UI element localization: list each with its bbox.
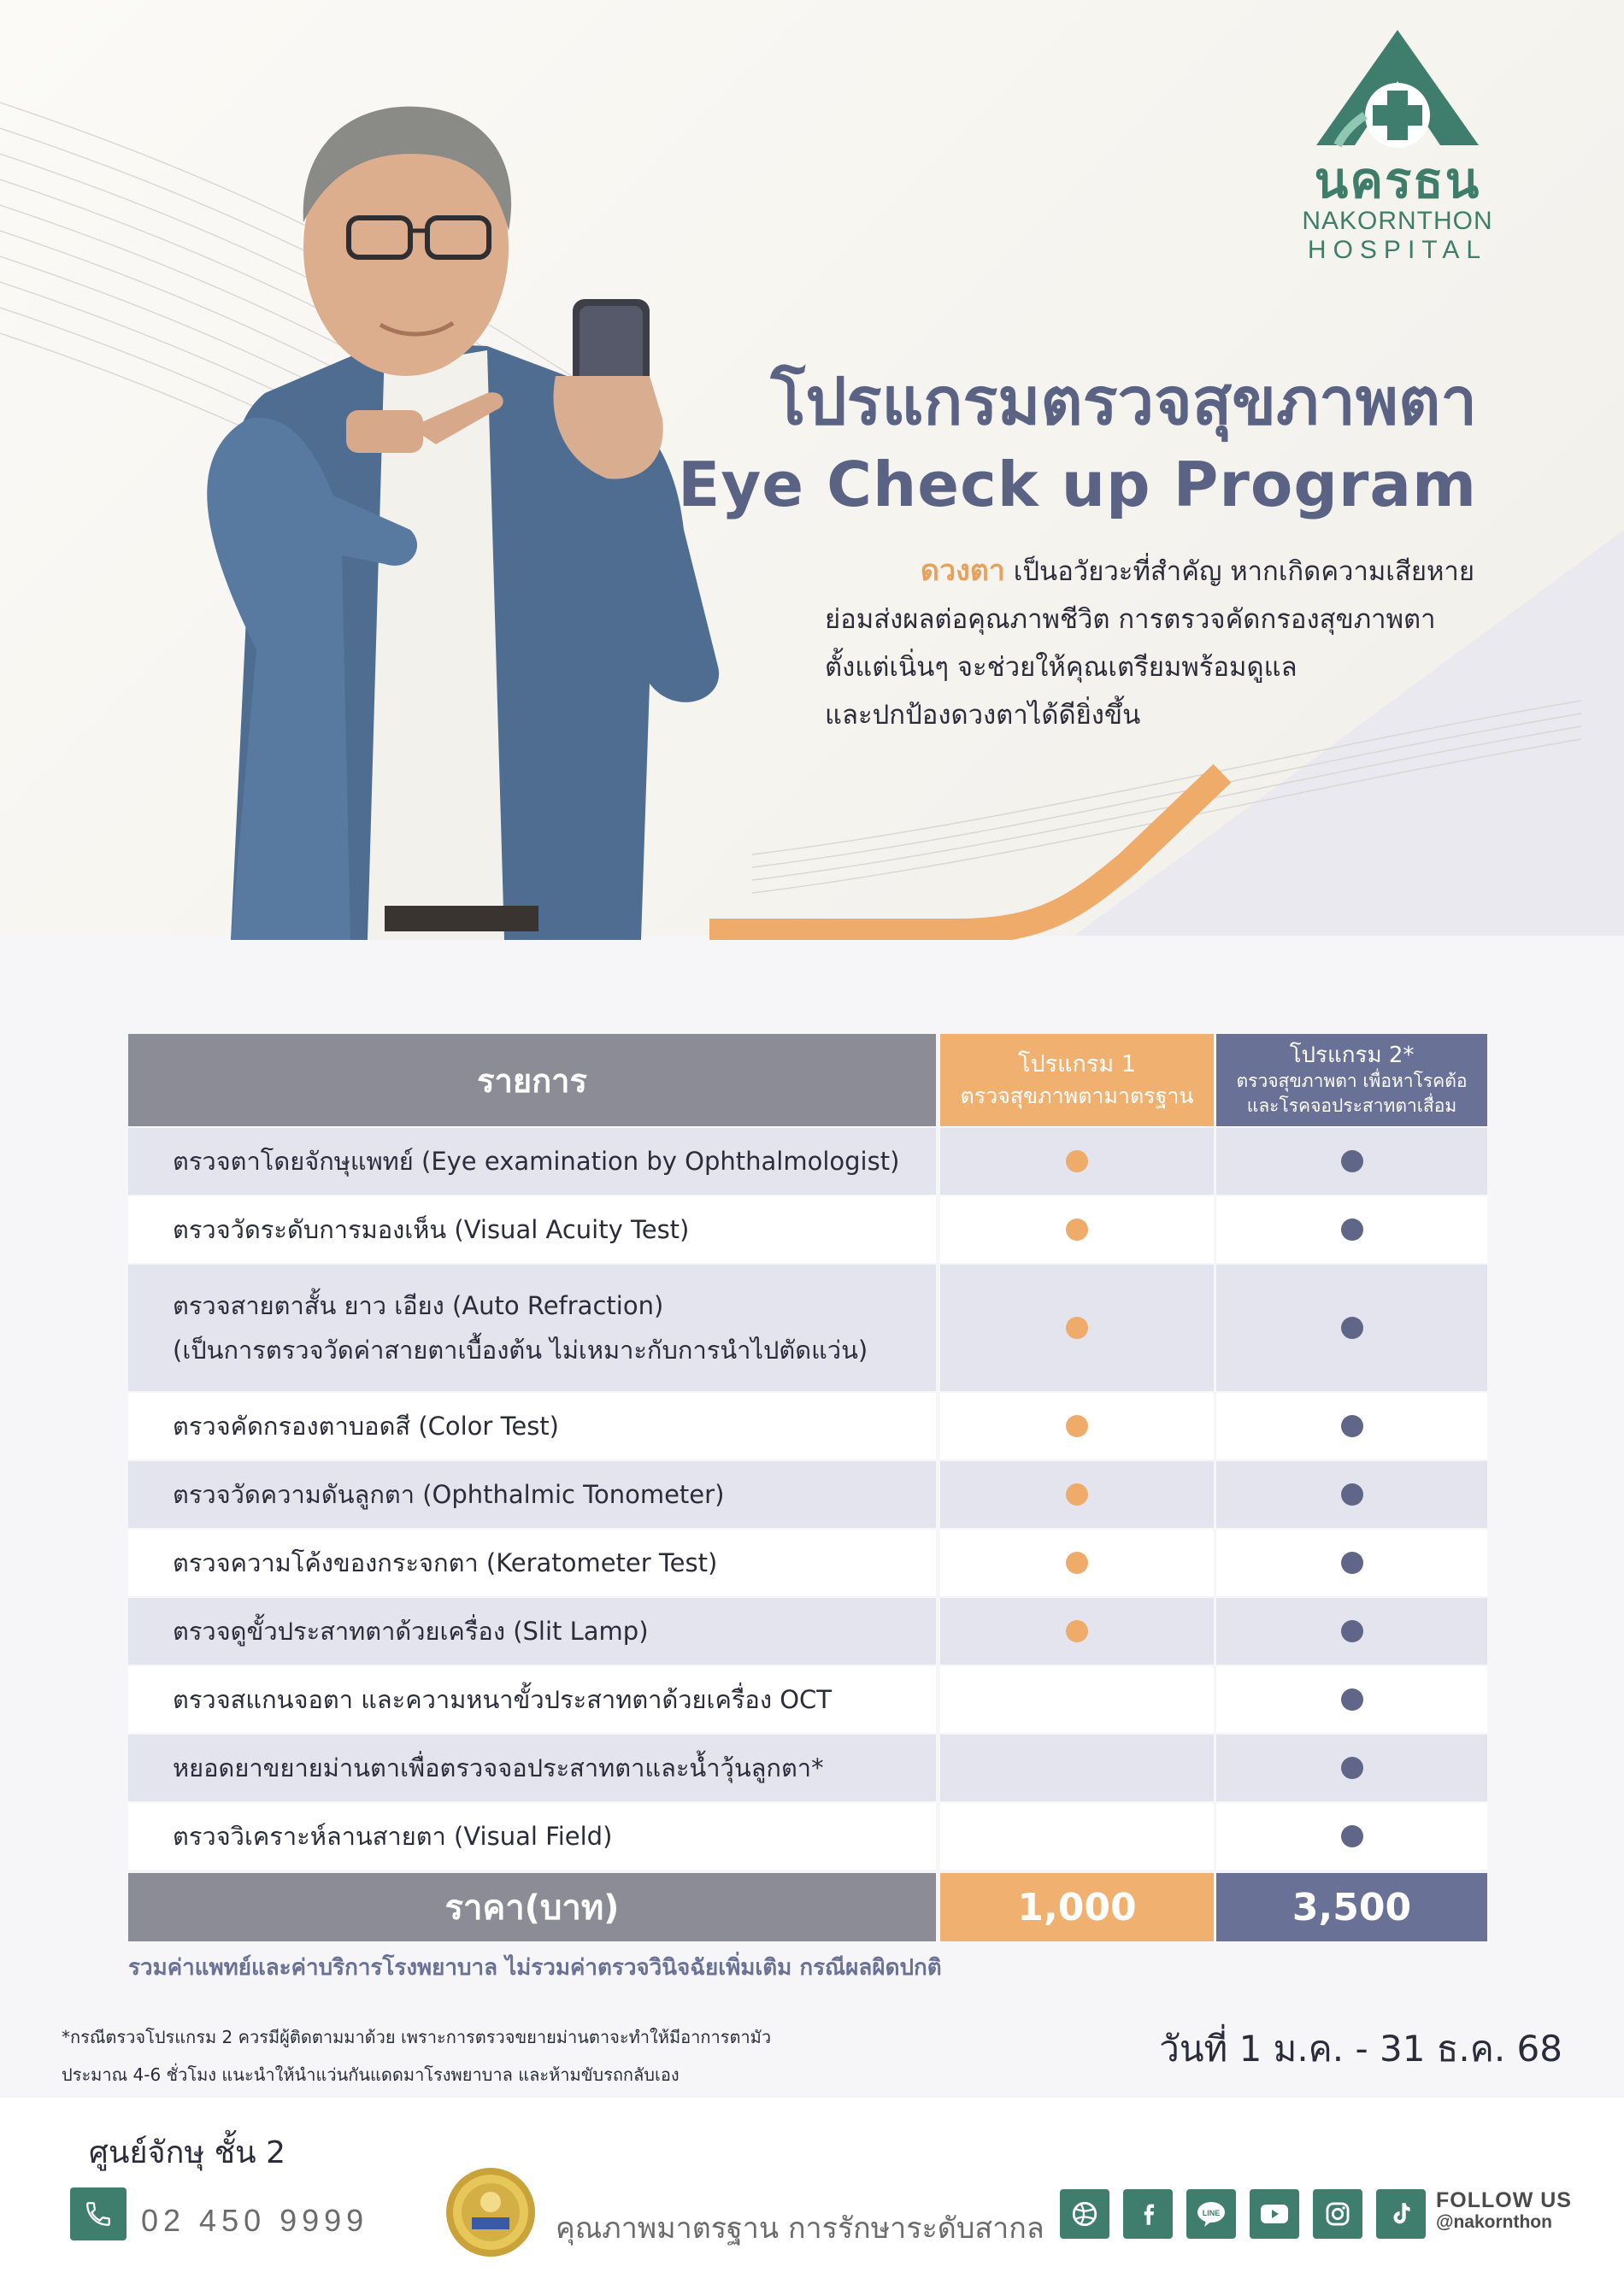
row-program-2-cell bbox=[1216, 1393, 1487, 1459]
intro-line-2: ย่อมส่งผลต่อคุณภาพชีวิต การตรวจคัดกรองสุขภาพตา bbox=[825, 604, 1436, 635]
footnote-line-2: ประมาณ 4-6 ชั่วโมง แนะนำให้นำแว่นกันแดดมาโรงพยาบาล และห้ามขับรถกลับเอง bbox=[62, 2064, 680, 2085]
program-2-included-dot-icon bbox=[1341, 1317, 1363, 1339]
program-2-subtitle-1: ตรวจสุขภาพตา เพื่อหาโรคต้อ bbox=[1236, 1071, 1468, 1091]
price-row bbox=[128, 1873, 1487, 1941]
follow-us-label: FOLLOW US bbox=[1436, 2188, 1572, 2212]
row-program-1-cell bbox=[940, 1735, 1214, 1801]
price-program-2: 3,500 bbox=[1292, 1885, 1412, 1929]
intro-paragraph bbox=[825, 547, 1474, 739]
row-item-line-1: ตรวจตาโดยจักษุแพทย์ (Eye examination by Ophthalmologist) bbox=[173, 1147, 900, 1176]
row-program-1-cell bbox=[940, 1461, 1214, 1528]
table-row bbox=[128, 1196, 1487, 1263]
row-program-2-cell bbox=[1216, 1265, 1487, 1391]
row-item-text bbox=[173, 1283, 868, 1372]
row-program-1-cell bbox=[940, 1803, 1214, 1870]
program-2-included-dot-icon bbox=[1341, 1688, 1363, 1711]
row-program-1-cell bbox=[940, 1598, 1214, 1665]
table-row bbox=[128, 1530, 1487, 1596]
row-program-1-cell bbox=[940, 1265, 1214, 1391]
row-item-cell bbox=[128, 1461, 936, 1528]
row-program-1-cell bbox=[940, 1196, 1214, 1263]
row-item-text bbox=[173, 1541, 717, 1585]
row-item-text bbox=[173, 1207, 689, 1252]
table-row bbox=[128, 1803, 1487, 1870]
program-1-included-dot-icon bbox=[1066, 1620, 1088, 1642]
row-program-1-cell bbox=[940, 1393, 1214, 1459]
row-item-line-1: ตรวจความโค้งของกระจกตา (Keratometer Test) bbox=[173, 1548, 718, 1577]
row-item-line-1: ตรวจวิเคราะห์ลานสายตา (Visual Field) bbox=[173, 1822, 613, 1851]
row-program-2-cell bbox=[1216, 1196, 1487, 1263]
row-program-2-cell bbox=[1216, 1598, 1487, 1665]
social-links bbox=[1060, 2189, 1426, 2240]
row-item-cell bbox=[128, 1666, 936, 1733]
row-item-cell bbox=[128, 1803, 936, 1870]
intro-line-1-text: เป็นอวัยวะที่สำคัญ หากเกิดความเสียหาย bbox=[1004, 556, 1474, 587]
row-item-text bbox=[173, 1677, 832, 1722]
program-2-included-dot-icon bbox=[1341, 1150, 1363, 1172]
row-program-2-cell bbox=[1216, 1128, 1487, 1195]
phone-icon[interactable] bbox=[70, 2187, 127, 2240]
page-title-thai: โปรแกรมตรวจสุขภาพตา bbox=[770, 363, 1477, 439]
price-inclusion-note: รวมค่าแพทย์และค่าบริการโรงพยาบาล ไม่รวมค่าตรวจวินิจฉัยเพิ่มเติม กรณีผลผิดปกติ bbox=[128, 1955, 942, 1981]
program-1-included-dot-icon bbox=[1066, 1317, 1088, 1339]
row-item-cell bbox=[128, 1598, 936, 1665]
program-1-included-dot-icon bbox=[1066, 1218, 1088, 1241]
row-item-cell bbox=[128, 1128, 936, 1195]
table-row bbox=[128, 1128, 1487, 1195]
page-title-english: Eye Check up Program bbox=[678, 449, 1477, 520]
row-item-cell bbox=[128, 1530, 936, 1596]
table-row bbox=[128, 1598, 1487, 1665]
table-row bbox=[128, 1735, 1487, 1801]
row-program-1-cell bbox=[940, 1128, 1214, 1195]
header-item-cell bbox=[128, 1034, 936, 1126]
row-program-2-cell bbox=[1216, 1803, 1487, 1870]
line-icon[interactable] bbox=[1186, 2189, 1236, 2239]
row-item-line-1: หยอดยาขยายม่านตาเพื่อตรวจจอประสาทตาและน้ำวุ้นลูกตา* bbox=[173, 1753, 824, 1782]
program-2-subtitle-2: และโรคจอประสาทตาเสื่อม bbox=[1246, 1095, 1457, 1116]
row-program-2-cell bbox=[1216, 1530, 1487, 1596]
phone-number[interactable]: 02 450 9999 bbox=[141, 2203, 369, 2238]
intro-line-3: ตั้งแต่เนิ่นๆ จะช่วยให้คุณเตรียมพร้อมดูแล bbox=[825, 652, 1297, 683]
table-row bbox=[128, 1265, 1487, 1391]
instagram-icon[interactable] bbox=[1313, 2189, 1362, 2239]
price-program-2-cell bbox=[1216, 1873, 1487, 1941]
table-row bbox=[128, 1461, 1487, 1528]
row-item-text bbox=[173, 1472, 724, 1517]
hero-section bbox=[0, 0, 1624, 940]
footnote-line-1: *กรณีตรวจโปรแกรม 2 ควรมีผู้ติดตามมาด้วย เพราะการตรวจขยายม่านตาจะทำให้มีอาการตามัว bbox=[62, 2027, 772, 2047]
program-2-included-dot-icon bbox=[1341, 1218, 1363, 1241]
program-2-title: โปรแกรม 2* bbox=[1289, 1042, 1415, 1068]
row-item-line-1: ตรวจคัดกรองตาบอดสี (Color Test) bbox=[173, 1412, 559, 1441]
row-item-text bbox=[173, 1609, 649, 1653]
row-item-line-1: ตรวจดูขั้วประสาทตาด้วยเครื่อง (Slit Lamp) bbox=[173, 1617, 649, 1646]
row-item-line-1: ตรวจสแกนจอตา และความหนาขั้วประสาทตาด้วยเครื่อง OCT bbox=[173, 1685, 833, 1714]
program-2-included-dot-icon bbox=[1341, 1483, 1363, 1506]
program-1-included-dot-icon bbox=[1066, 1415, 1088, 1437]
logo-english-name: NAKORNTHON bbox=[1302, 207, 1493, 235]
program-1-included-dot-icon bbox=[1066, 1483, 1088, 1506]
hospital-logo bbox=[1299, 26, 1496, 291]
table-row bbox=[128, 1666, 1487, 1733]
row-program-1-cell bbox=[940, 1666, 1214, 1733]
logo-thai-name: นครธน bbox=[1314, 151, 1481, 209]
row-item-text bbox=[173, 1814, 612, 1859]
intro-highlight: ดวงตา bbox=[920, 554, 1005, 588]
tiktok-icon[interactable] bbox=[1376, 2189, 1426, 2239]
quality-tagline: คุณภาพมาตรฐาน การรักษาระดับสากล bbox=[556, 2211, 1044, 2246]
program-2-included-dot-icon bbox=[1341, 1552, 1363, 1574]
row-item-line-1: ตรวจสายตาสั้น ยาว เอียง (Auto Refraction) bbox=[173, 1291, 664, 1320]
header-program-2-cell bbox=[1216, 1034, 1487, 1126]
footnote bbox=[62, 2018, 771, 2093]
logo-emblem-icon bbox=[1312, 26, 1483, 154]
line-icon-text: LINE bbox=[1202, 2209, 1221, 2217]
row-item-cell bbox=[128, 1196, 936, 1263]
table-row bbox=[128, 1393, 1487, 1459]
price-program-1-cell bbox=[940, 1873, 1214, 1941]
row-item-line-1: ตรวจวัดระดับการมองเห็น (Visual Acuity Test) bbox=[173, 1215, 690, 1244]
program-1-included-dot-icon bbox=[1066, 1150, 1088, 1172]
table-header-row bbox=[128, 1034, 1487, 1126]
program-2-included-dot-icon bbox=[1341, 1415, 1363, 1437]
row-program-2-cell bbox=[1216, 1461, 1487, 1528]
price-label: ราคา(บาท) bbox=[444, 1888, 620, 1928]
row-item-cell bbox=[128, 1735, 936, 1801]
program-2-included-dot-icon bbox=[1341, 1620, 1363, 1642]
row-item-line-2: (เป็นการตรวจวัดค่าสายตาเบื้องต้น ไม่เหมาะกับการนำไปตัดแว่น) bbox=[173, 1336, 868, 1365]
logo-english-hospital: HOSPITAL bbox=[1307, 236, 1488, 264]
program-1-title: โปรแกรม 1 bbox=[1018, 1051, 1136, 1078]
social-handle[interactable]: @nakornthon bbox=[1436, 2212, 1552, 2232]
youtube-icon[interactable] bbox=[1250, 2189, 1299, 2239]
program-1-subtitle: ตรวจสุขภาพตามาตรฐาน bbox=[960, 1083, 1194, 1108]
price-program-1: 1,000 bbox=[1017, 1885, 1137, 1929]
row-item-cell bbox=[128, 1393, 936, 1459]
row-item-cell bbox=[128, 1265, 936, 1391]
quality-award-badge-icon bbox=[444, 2166, 537, 2258]
header-program-1-cell bbox=[940, 1034, 1214, 1126]
intro-line-1 bbox=[825, 547, 1474, 596]
row-program-2-cell bbox=[1216, 1735, 1487, 1801]
program-1-included-dot-icon bbox=[1066, 1552, 1088, 1574]
program-2-included-dot-icon bbox=[1341, 1825, 1363, 1847]
row-program-1-cell bbox=[940, 1530, 1214, 1596]
website-icon[interactable] bbox=[1060, 2189, 1109, 2239]
validity-date: วันที่ 1 ม.ค. - 31 ธ.ค. 68 bbox=[1159, 2028, 1562, 2070]
row-item-text bbox=[173, 1746, 824, 1790]
header-item-label: รายการ bbox=[477, 1061, 587, 1100]
facebook-icon[interactable] bbox=[1123, 2189, 1173, 2239]
price-label-cell bbox=[128, 1873, 936, 1941]
row-item-text bbox=[173, 1139, 899, 1183]
follow-us bbox=[1436, 2189, 1572, 2234]
row-program-2-cell bbox=[1216, 1666, 1487, 1733]
intro-line-4: และปกป้องดวงตาได้ดียิ่งขึ้น bbox=[825, 700, 1141, 731]
row-item-line-1: ตรวจวัดความดันลูกตา (Ophthalmic Tonometer) bbox=[173, 1480, 725, 1509]
eye-center-location: ศูนย์จักษุ ชั้น 2 bbox=[89, 2135, 286, 2170]
row-item-text bbox=[173, 1404, 559, 1448]
program-2-included-dot-icon bbox=[1341, 1757, 1363, 1779]
